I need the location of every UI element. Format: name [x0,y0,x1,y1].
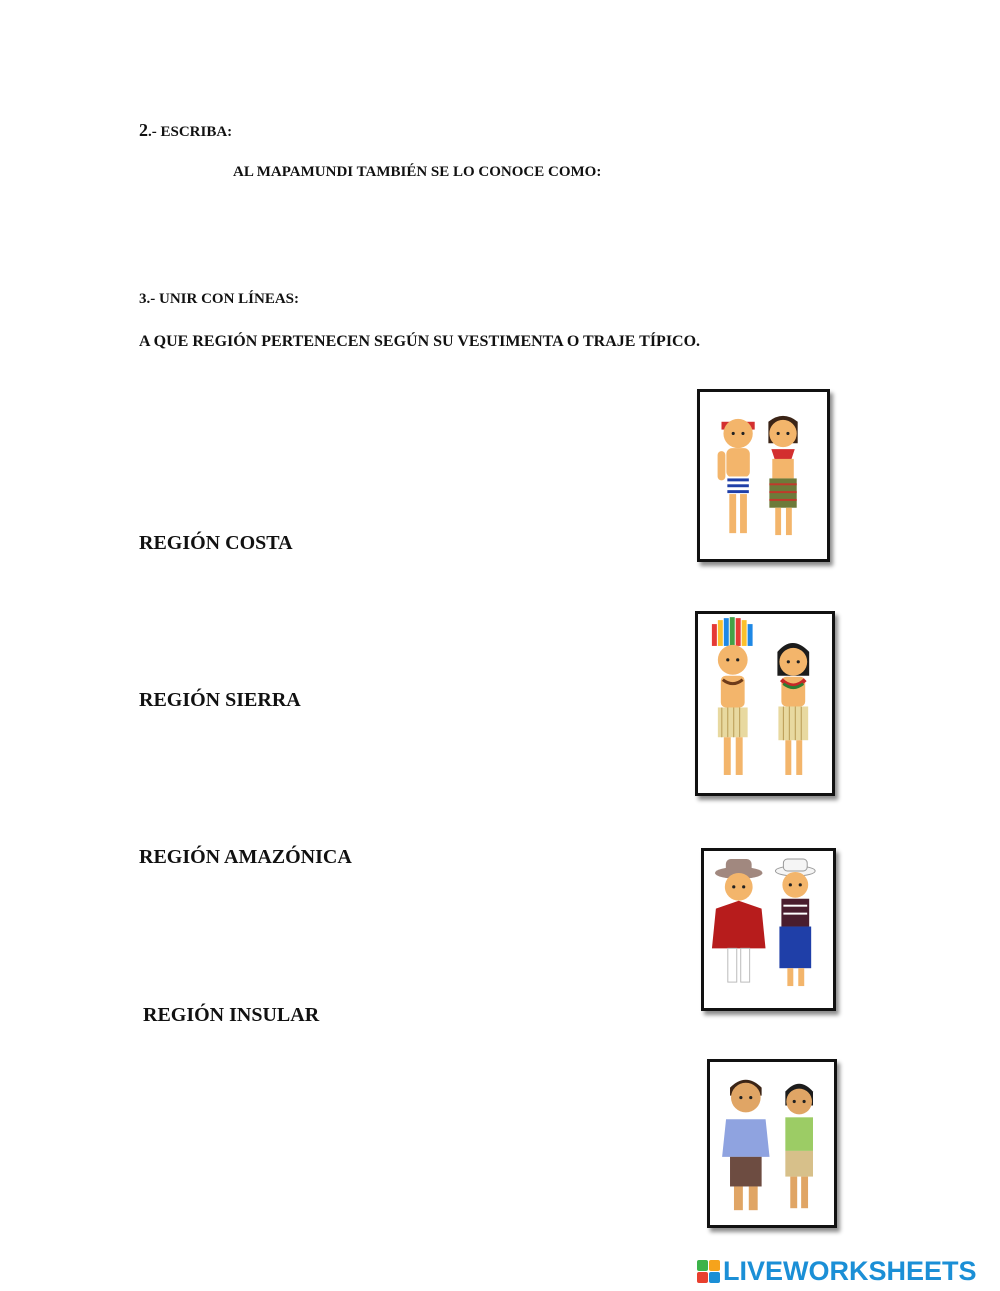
question-3-title: 3.- UNIR CON LÍNEAS: [139,291,300,307]
question-2-label: .- ESCRIBA: [148,124,233,140]
region-sierra-label[interactable]: REGIÓN SIERRA [139,689,301,711]
question-2-prompt: AL MAPAMUNDI TAMBIÉN SE LO CONOCE COMO: [233,164,602,180]
coastal-couple-casual-clothing-icon [710,1062,834,1225]
liveworksheets-logo [697,1255,977,1287]
region-amazonica-label[interactable]: REGIÓN AMAZÓNICA [139,846,352,868]
question-2-number: 2 [139,120,148,140]
region-costa-label[interactable]: REGIÓN COSTA [139,532,293,554]
question-3-prompt: A QUE REGIÓN PERTENECEN SEGÚN SU VESTIMENTA O TRAJE TÍPICO. [139,333,701,350]
image-card-3[interactable] [701,848,836,1011]
image-card-4[interactable] [707,1059,837,1228]
liveworksheets-blocks-icon [697,1260,720,1283]
image-card-2[interactable] [695,611,835,796]
question-2-title [139,120,232,141]
liveworksheets-watermark-text: LIVEWORKSHEETS [723,1255,977,1286]
region-insular-label[interactable]: REGIÓN INSULAR [143,1004,320,1026]
indigenous-couple-striped-clothing-icon [700,392,827,559]
amazon-couple-feather-crown-icon [698,614,832,793]
image-card-1[interactable] [697,389,830,562]
sierra-couple-poncho-hat-icon [704,851,833,1008]
